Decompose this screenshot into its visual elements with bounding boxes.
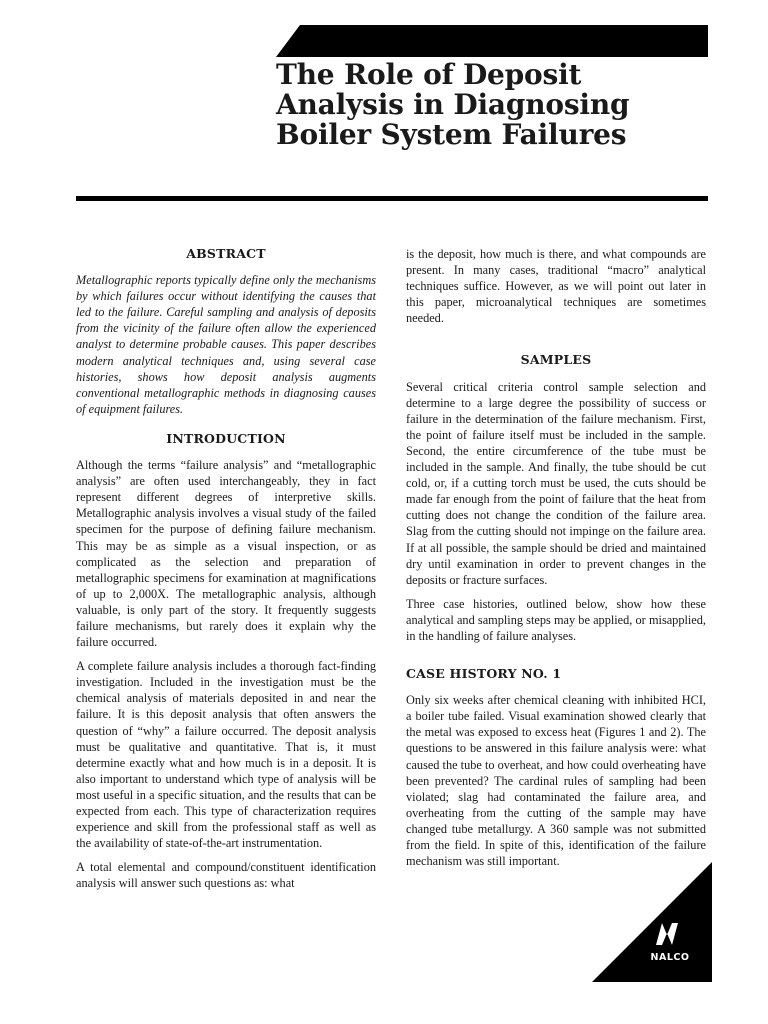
case-history-1-paragraph: Only six weeks after chemical cleaning with inhibited HCI, a boiler tube failed. Visual examination showed clearly that the metal was exposed to excess heat (Figures 1 and 2). The questions to be answered in this failure analysis were: what caused the tube to overheat, and how could overheating have been prevented? The cardinal rules of sampling had been violated; slag had contaminated the failure area, and overheating from the cutting of the sample may have changed tube metallurgy. A 360 sample was not submitted from the field. In spite of this, identification of the failure mechanism was still important.	[406, 693, 706, 869]
samples-paragraph-1: Several critical criteria control sample selection and determine to a large degree the possibility of success or failure in the determination of the failure mechanism. First, the point of failure itself must be included in the sample. Second, the entire circumference of the tube must be included in the sample. And finally, the tube should be cut cold, or, if a cutting torch must be used, the cuts should be made far enough from the point of failure that the heat from cutting does not change the condition of the failure area. Slag from the cutting should not impinge on the failure area. If at all possible, the sample should be dried and maintained dry until examination in order to prevent changes in the deposits or fracture surfaces.	[406, 379, 706, 587]
left-column	[76, 246, 376, 899]
introduction-paragraph-4: is the deposit, how much is there, and what compounds are present. In many cases, traditional “macro” analytical techniques suffice. However, as we will point out later in this paper, microanalytical techniques are sometimes needed.	[406, 247, 706, 326]
samples-paragraph-2: Three case histories, outlined below, show how these analytical and sampling steps may be applied, or misapplied, in the handling of failure analyses.	[406, 596, 706, 643]
nalco-logo-icon	[652, 921, 682, 947]
document-title: The Role of Deposit Analysis in Diagnosing Boiler System Failures	[276, 58, 630, 151]
header-bar	[276, 25, 708, 57]
introduction-paragraph-3: A total elemental and compound/constituent identification analysis will answer such questions as: what	[76, 860, 376, 891]
samples-heading: SAMPLES	[520, 352, 592, 368]
abstract-text: Metallographic reports typically define only the mechanisms by which failures occur without identifying the causes that led to the failure. Careful sampling and analysis of deposits from the vicinity of the failure often allow the experienced analyst to determine probable causes. This paper describes modern analytical techniques and, using several case histories, shows how deposit analysis augments conventional metallographic methods in diagnosing causes of equipment failures.	[76, 273, 376, 416]
right-column	[406, 246, 706, 877]
title-rule	[76, 196, 708, 201]
case-history-1-heading: CASE HISTORY NO. 1	[406, 666, 562, 682]
brand-name: NALCO	[650, 952, 690, 963]
abstract-heading: ABSTRACT	[186, 246, 266, 261]
introduction-heading: INTRODUCTION	[166, 430, 286, 446]
introduction-paragraph-1: Although the terms “failure analysis” and “metallographic analysis” are often used interchangeably, they in fact represent different degrees of interpretive skills. Metallographic analysis involves a visual study of the failed specimen for the purpose of defining failure mechanism. This may be as simple as a visual inspection, or as complicated as the selection and preparation of metallographic specimens for examination at magnifications of up to 2,000X. The metallographic analysis, although valuable, is only part of the story. It frequently suggests failure mechanisms, but rarely does it explain why the failure occurred.	[76, 458, 376, 650]
introduction-paragraph-2: A complete failure analysis includes a thorough fact-finding investigation. Included in the investigation must be the chemical analysis of materials deposited in and near the failure. It is this deposit analysis that often answers the question of “why” a failure occurred. The deposit analysis must be qualitative and quantitative. That is, it must determine exactly what and how much is in a deposit. It is also important to understand which type of analysis will be most useful in a specific situation, and the results that can be expected from each. This type of characterization requires experience and skill from the professional staff as well as the availability of state-of-the-art instrumentation.	[76, 659, 376, 851]
